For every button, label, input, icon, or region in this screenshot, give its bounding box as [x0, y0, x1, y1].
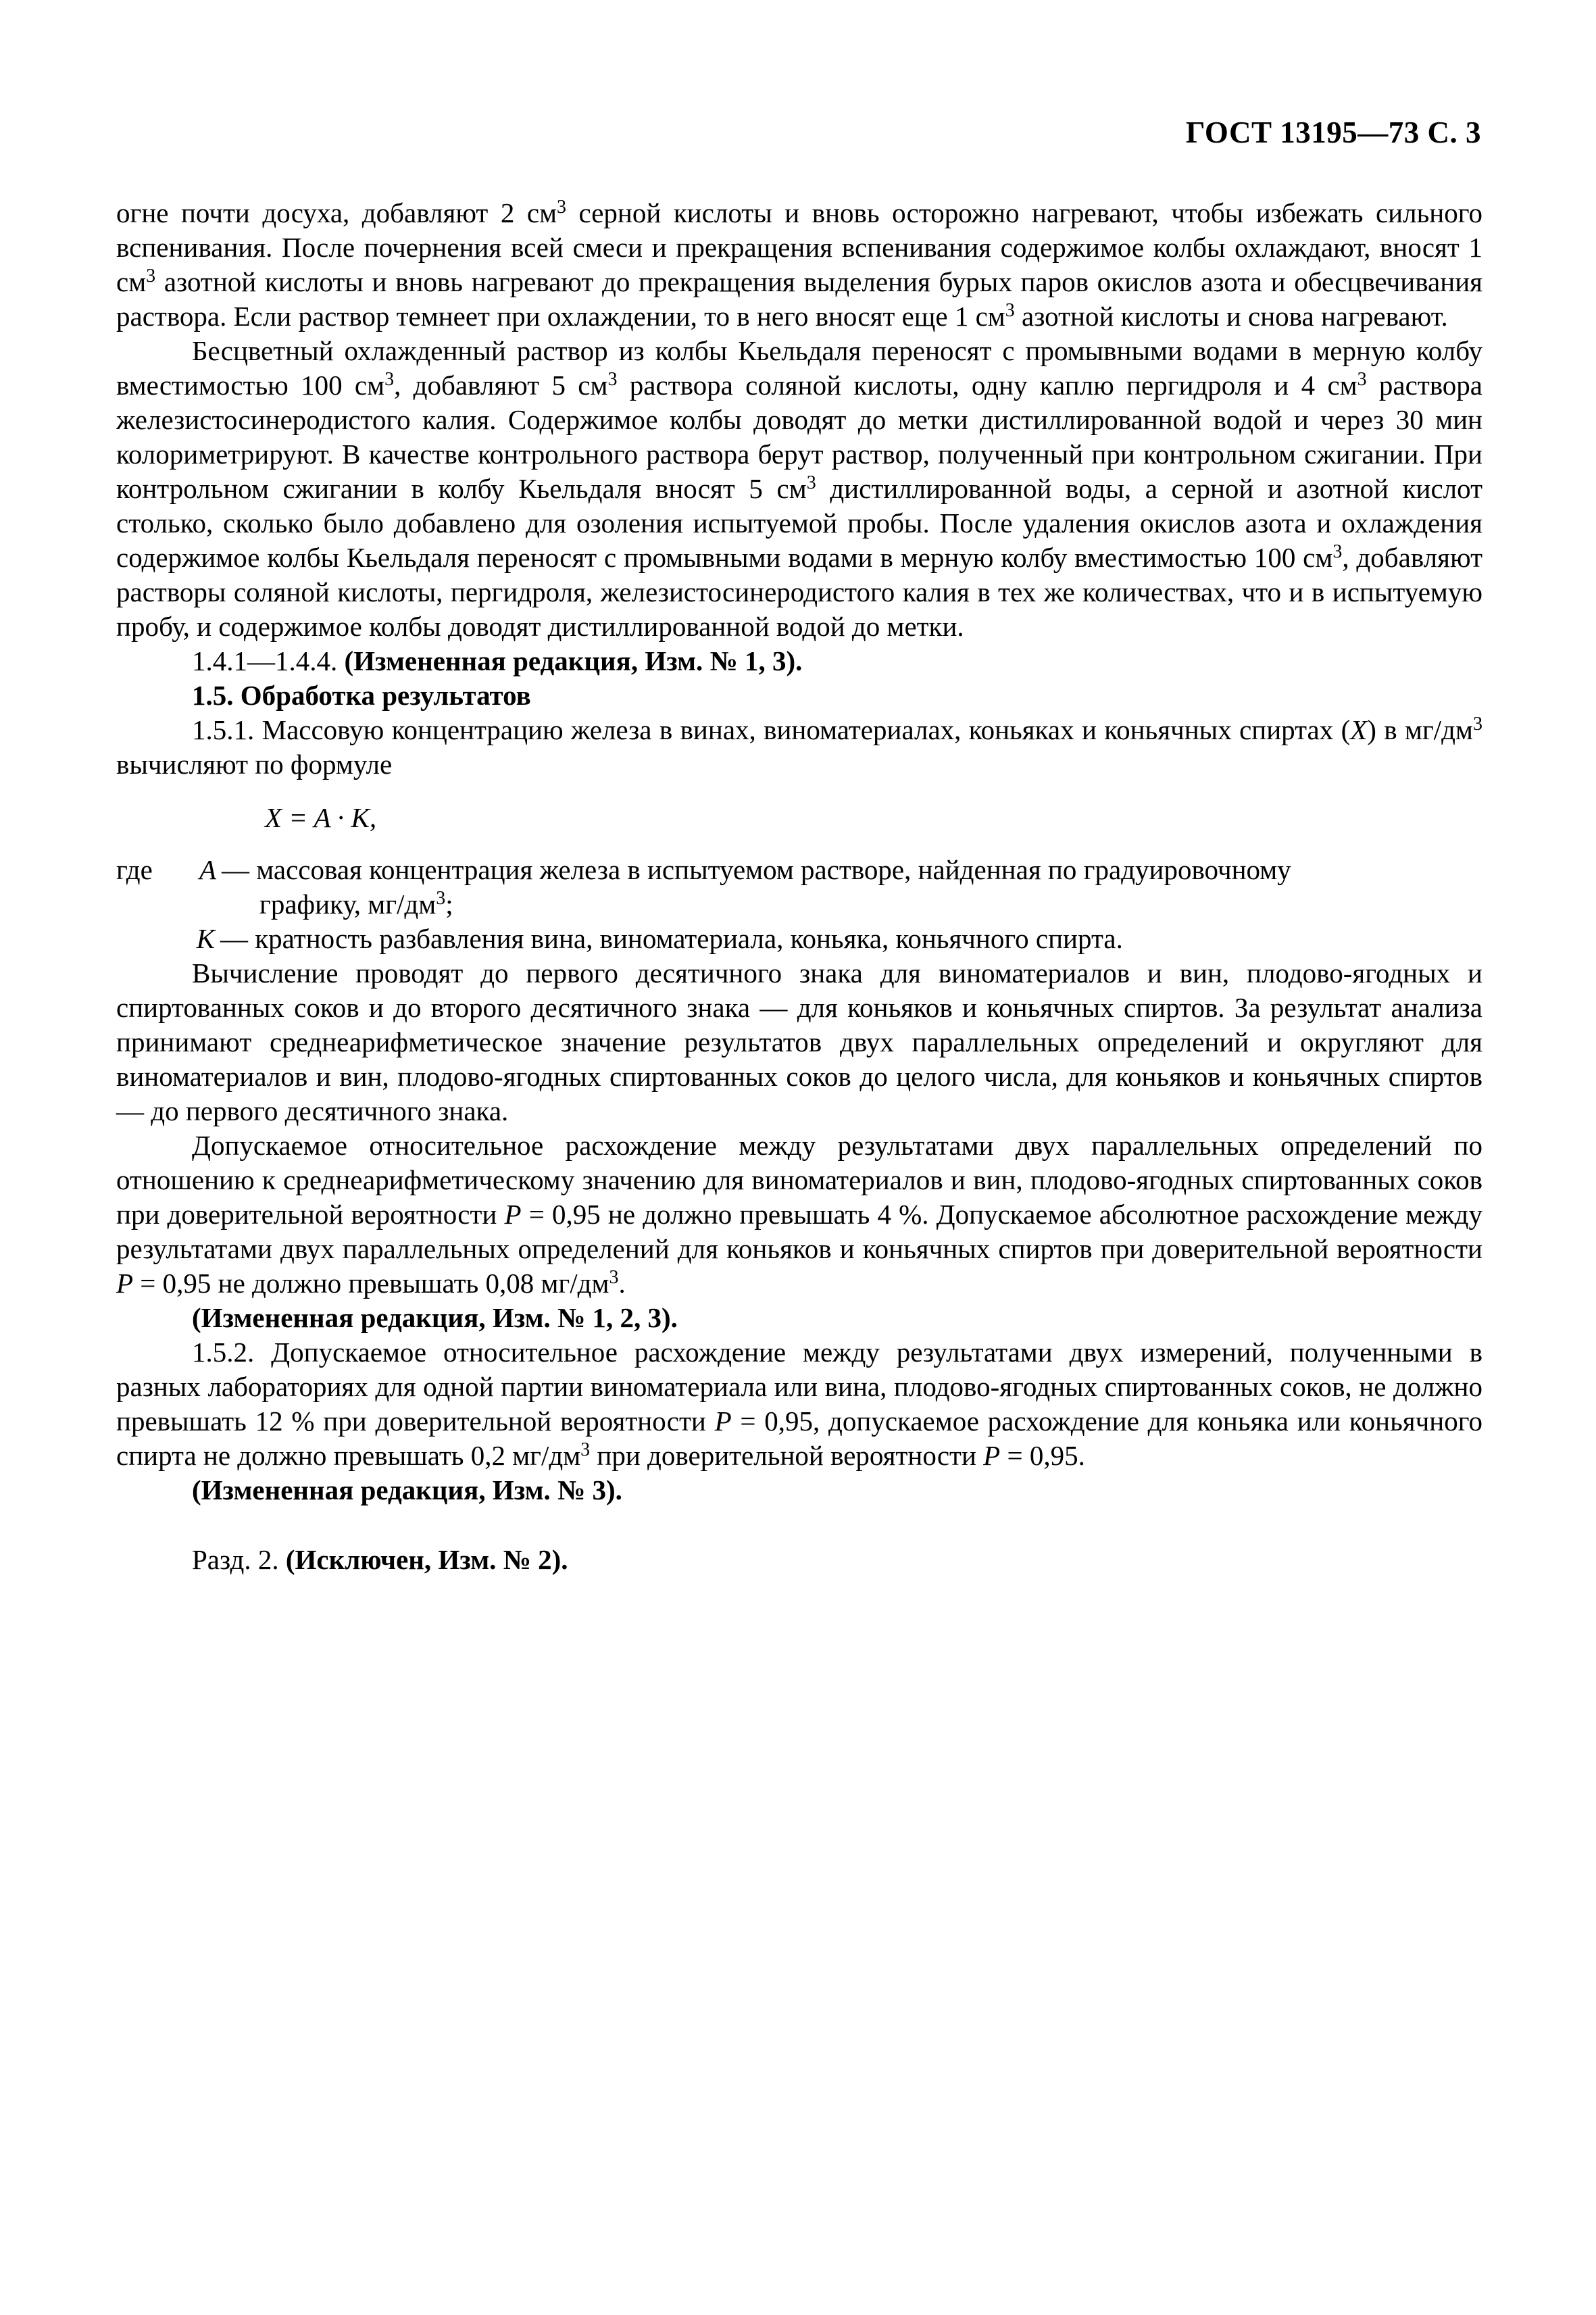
- paragraph-colorless-solution: Бесцветный охлажденный раствор из колбы Кьельдаля переносят с промывными водами в мерную колбу вместимостью 100 $см^3$, добавляют 5 $см^3$ раствора соляной кислоты, одну каплю пергидроля и 4 $см^3$ раствора железистосинеродистого калия. Содержимое колбы доводят до метки дистиллированной водой и через 30 мин колориметрируют. В качестве контрольного раствора берут раствор, полученный при контрольном сжигании. При контрольном сжигании в колбу Кьельдаля вносят 5 $см^3$ дистиллированной воды, а серной и азотной кислот столько, сколько было добавлено для озоления испытуемой пробы. После удаления окислов азота и охлаждения содержимое колбы Кьельдаля переносят с промывными водами в мерную колбу вместимостью 100 $см^3$, добавляют растворы соляной кислоты, пергидроля, железистосинеродистого калия в тех же количествах, что и в испытуемую пробу, и содержимое колбы доводят дистиллированной водой до метки.: [116, 335, 1483, 642]
- amendment-note-3: (Измененная редакция, Изм. № 3).: [192, 1474, 622, 1505]
- paragraph-1-5-1: 1.5.1. Массовую концентрацию железа в винах, виноматериалах, коньяках и коньячных спиртах (X) в $мг/дм^3$ вычисляют по формуле: [116, 714, 1482, 780]
- formula: X = A · K,: [265, 802, 377, 833]
- paragraph-1-5-2: 1.5.2. Допускаемое относительное расхождение между результатами двух измерений, полученными в разных лабораториях для одной партии виноматериала или вина, плодово-ягодных спиртованных соков, не должно превышать 12 % при доверительной вероятности P = 0,95, допускаемое расхождение для коньяка или коньячного спирта не должно превышать 0,2 $мг/дм^3$ при доверительной вероятности P = 0,95.: [116, 1337, 1482, 1471]
- page-header: ГОСТ 13195—73 С. 3: [1185, 116, 1481, 149]
- section-2-excluded: Разд. 2. (Исключен, Изм. № 2).: [192, 1544, 568, 1575]
- paragraph-calculation: Вычисление проводят до первого десятичного знака для виноматериалов и вин, плодово-ягодных и спиртованных соков и до второго десятичного знака — для коньяков и коньячных спиртов. За результат анализа принимают среднеарифметическое значение результатов двух параллельных определений и округляют для виноматериалов и вин, плодово-ягодных спиртованных соков до целого числа, для коньяков и коньячных спиртов — до первого десятичного знака.: [116, 957, 1482, 1126]
- amendment-note-1: 1.4.1—1.4.4. (Измененная редакция, Изм. № 1, 3).: [192, 645, 803, 676]
- paragraph-continuation: огне почти досуха, добавляют 2 $см^3$ серной кислоты и вновь осторожно нагревают, чтобы избежать сильного вспенивания. После почернения всей смеси и прекращения вспенивания содержимое колбы охлаждают, вносят 1 $см^3$ азотной кислоты и вновь нагревают до прекращения выделения бурых паров окислов азота и обесцвечивания раствора. Если раствор темнеет при охлаждении, то в него вносят еще 1 $см^3$ азотной кислоты и снова нагревают.: [116, 197, 1483, 332]
- spacer: [116, 1508, 1482, 1543]
- section-heading-1-5: 1.5. Обработка результатов: [192, 680, 531, 711]
- document-body: [116, 196, 1482, 1577]
- amendment-note-2: (Измененная редакция, Изм. № 1, 2, 3).: [192, 1302, 678, 1333]
- where-definition-k: K — кратность разбавления вина, виноматериала, коньяка, коньячного спирта.: [196, 923, 1123, 954]
- paragraph-tolerance: Допускаемое относительное расхождение между результатами двух параллельных определений по отношению к среднеарифметическому значению для виноматериалов и вин, плодово-ягодных спиртованных соков при доверительной вероятности P = 0,95 не должно превышать 4 %. Допускаемое абсолютное расхождение между результатами двух параллельных определений для коньяков и коньячных спиртов при доверительной вероятности P = 0,95 не должно превышать 0,08 $мг/дм^3$.: [116, 1130, 1482, 1299]
- where-definition-a: где A — массовая концентрация железа в испытуемом растворе, найденная по градуировочному: [116, 854, 1291, 885]
- where-definition-a-cont: графику, $мг/дм^3$;: [259, 888, 453, 920]
